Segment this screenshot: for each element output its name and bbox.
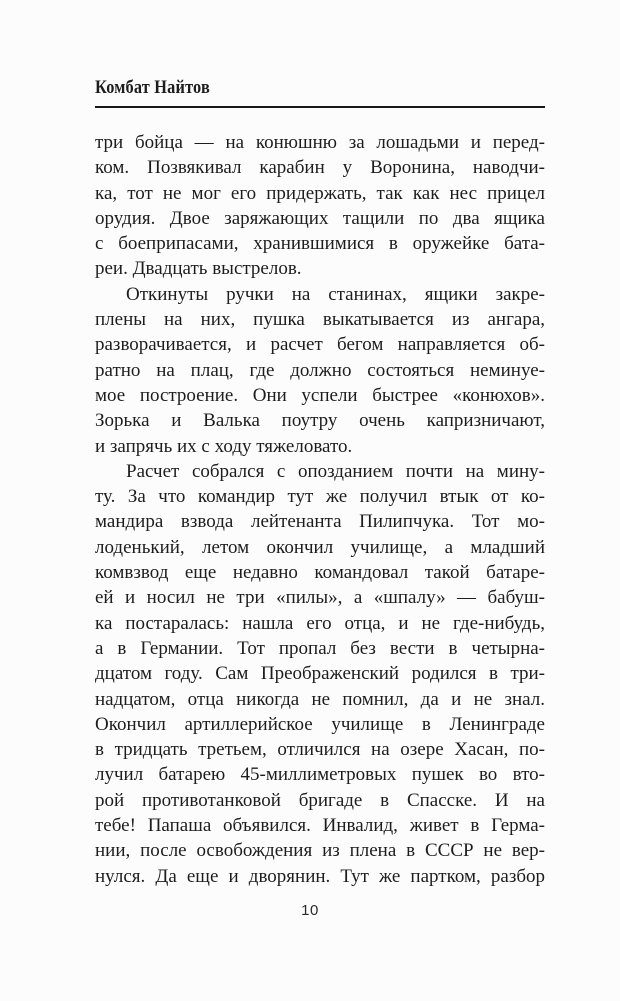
text-line: надцатом, отца никогда не помнил, да и не знал. bbox=[95, 688, 545, 710]
text-line: три бойца — на конюшню за лошадьми и перед- bbox=[95, 132, 545, 153]
text-line: Откинуты ручки на станинах, ящики закре- bbox=[126, 283, 545, 305]
page-body bbox=[95, 130, 545, 889]
text-line: ту. За что командир тут же получил втык от ко- bbox=[95, 486, 545, 508]
text-line: реи. Двадцать выстрелов. bbox=[95, 258, 302, 280]
page-number: 10 bbox=[301, 902, 319, 919]
text-line: а в Германии. Тот пропал без вести в четырна- bbox=[95, 637, 545, 659]
paragraph bbox=[95, 282, 545, 459]
text-line: Зорька и Валька поутру очень капризничают, bbox=[95, 410, 545, 432]
text-line: нулся. Да еще и дворянин. Тут же партком, разбор bbox=[95, 865, 545, 887]
text-line: нии, после освобождения из плена в СССР не вер- bbox=[95, 840, 545, 862]
text-line: с боеприпасами, хранившимися в оружейке бата- bbox=[95, 233, 545, 255]
text-line: тебе! Папаша объявился. Инвалид, живет в Герма- bbox=[95, 815, 545, 837]
text-line: ка постаралась: нашла его отца, и не где-нибудь, bbox=[95, 612, 545, 634]
text-line: плены на них, пушка выкатывается из ангара, bbox=[95, 309, 545, 331]
text-line: мое построение. Они успели быстрее «конюхов». bbox=[95, 384, 545, 406]
text-line: дцатом году. Сам Преображенский родился в три- bbox=[95, 663, 545, 685]
running-header bbox=[95, 77, 545, 108]
text-column bbox=[95, 0, 545, 889]
text-line: лучил батарею 45-миллиметровых пушек во вто- bbox=[95, 764, 545, 786]
paragraph bbox=[95, 459, 545, 889]
text-line: Окончил артиллерийское училище в Ленинграде bbox=[95, 713, 545, 735]
text-line: ком. Позвякивал карабин у Воронина, наводчи- bbox=[95, 157, 545, 179]
text-line: мандира взвода лейтенанта Пилипчука. Тот мо- bbox=[95, 511, 545, 533]
text-line: ей и носил не три «пилы», а «шпалу» — бабуш- bbox=[95, 587, 545, 609]
text-line: комвзвод еще недавно командовал такой батаре- bbox=[95, 562, 545, 584]
text-line: и запрячь их с ходу тяжеловато. bbox=[95, 435, 353, 457]
text-line: рой противотанковой бригаде в Спасске. И на bbox=[95, 789, 545, 811]
header-rule bbox=[95, 106, 545, 108]
text-line: в тридцать третьем, отличился на озере Хасан, по- bbox=[95, 739, 545, 761]
text-line: ка, тот не мог его придержать, так как нес прицел bbox=[95, 182, 545, 204]
text-line: ратно на плац, где должно состояться неминуе- bbox=[95, 359, 545, 381]
text-line: лоденький, летом окончил училище, а младший bbox=[95, 536, 545, 558]
text-line: орудия. Двое заряжающих тащили по два ящика bbox=[95, 207, 545, 229]
text-line: разворачивается, и расчет бегом направляется об- bbox=[95, 334, 545, 356]
paragraph bbox=[95, 130, 545, 282]
text-line: Расчет собрался с опозданием почти на мину- bbox=[126, 460, 545, 482]
author-name: Комбат Найтов bbox=[95, 77, 210, 98]
